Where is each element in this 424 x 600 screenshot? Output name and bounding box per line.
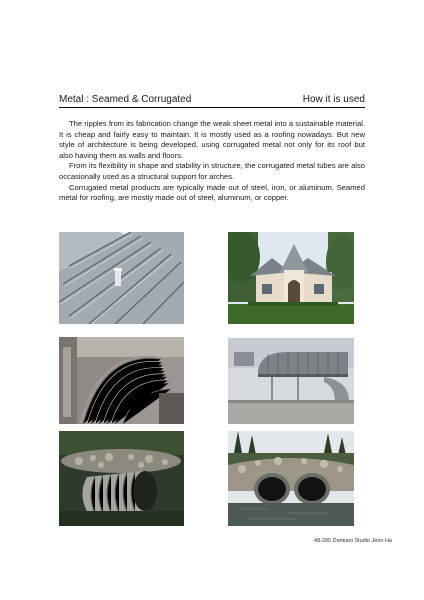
paragraph-1: The ripples from its fabrication change the weak sheet metal into a sustainable material. It is cheap and fairly easy to maintain. It is mostly used as a roofing nowadays. But new style of architecture is being developed, using corrugated metal not only for its roof but also having them as walls and floors. — [59, 119, 365, 160]
body-text — [59, 119, 365, 204]
photo-seamed-roof — [59, 232, 184, 324]
paragraph-2: From its flexibility in shape and stability in structure, the corrugated metal tubes are also occasionally used as a structural support for arches. — [59, 161, 365, 181]
photo-corrugated-building — [228, 338, 354, 424]
photo-culvert-pipe — [59, 431, 184, 526]
page-header — [59, 94, 365, 108]
photo-house-roof — [228, 232, 354, 324]
footer-credit: 48-205 Damiani Studio Jeon Ha — [314, 538, 392, 544]
photo-corrugated-interior — [59, 337, 184, 424]
photo-twin-culverts — [228, 431, 354, 526]
paragraph-3: Corrugated metal products are typically made out of steel, iron, or aluminum. Seamed metal for roofing, are mostly made out of steel, aluminum, or copper. — [59, 182, 365, 203]
page-subtitle: How it is used — [302, 94, 365, 105]
page-title: Metal : Seamed & Corrugated — [59, 94, 192, 105]
